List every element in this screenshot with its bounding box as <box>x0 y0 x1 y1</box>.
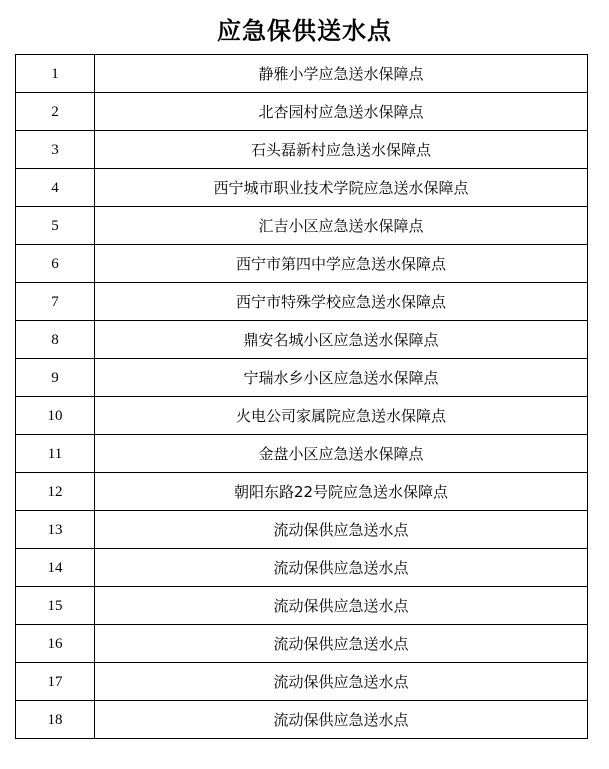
water-point-name: 金盘小区应急送水保障点 <box>95 435 588 473</box>
row-number: 11 <box>16 435 95 473</box>
water-point-name: 鼎安名城小区应急送水保障点 <box>95 321 588 359</box>
table-row <box>16 93 588 131</box>
water-point-name: 静雅小学应急送水保障点 <box>95 55 588 93</box>
row-number: 9 <box>16 359 95 397</box>
water-point-name: 流动保供应急送水点 <box>95 625 588 663</box>
page-title: 应急保供送水点 <box>217 17 392 45</box>
table-row <box>16 245 588 283</box>
water-point-name: 宁瑞水乡小区应急送水保障点 <box>95 359 588 397</box>
table-row <box>16 701 588 739</box>
water-point-name: 流动保供应急送水点 <box>95 663 588 701</box>
water-point-name: 朝阳东路22号院应急送水保障点 <box>95 473 588 511</box>
table-row <box>16 511 588 549</box>
row-number: 17 <box>16 663 95 701</box>
water-point-name: 流动保供应急送水点 <box>95 587 588 625</box>
water-point-name: 流动保供应急送水点 <box>95 701 588 739</box>
row-number: 3 <box>16 131 95 169</box>
table-row <box>16 587 588 625</box>
row-number: 4 <box>16 169 95 207</box>
row-number: 1 <box>16 55 95 93</box>
table-row <box>16 625 588 663</box>
table-row <box>16 359 588 397</box>
water-point-name: 流动保供应急送水点 <box>95 511 588 549</box>
table-row <box>16 663 588 701</box>
row-number: 2 <box>16 93 95 131</box>
row-number: 16 <box>16 625 95 663</box>
row-number: 6 <box>16 245 95 283</box>
water-point-name: 西宁市特殊学校应急送水保障点 <box>95 283 588 321</box>
table-row <box>16 207 588 245</box>
row-number: 18 <box>16 701 95 739</box>
water-point-name: 火电公司家属院应急送水保障点 <box>95 397 588 435</box>
row-number: 13 <box>16 511 95 549</box>
table-row <box>16 473 588 511</box>
water-point-name: 流动保供应急送水点 <box>95 549 588 587</box>
table-row <box>16 169 588 207</box>
table-row <box>16 283 588 321</box>
table-row <box>16 131 588 169</box>
water-point-name: 石头磊新村应急送水保障点 <box>95 131 588 169</box>
row-number: 7 <box>16 283 95 321</box>
table-row <box>16 397 588 435</box>
water-point-name: 北杏园村应急送水保障点 <box>95 93 588 131</box>
table-row <box>16 321 588 359</box>
row-number: 10 <box>16 397 95 435</box>
table-row <box>16 435 588 473</box>
table-body <box>16 55 588 739</box>
row-number: 8 <box>16 321 95 359</box>
table-row <box>16 549 588 587</box>
water-point-name: 汇吉小区应急送水保障点 <box>95 207 588 245</box>
water-point-name: 西宁市第四中学应急送水保障点 <box>95 245 588 283</box>
row-number: 15 <box>16 587 95 625</box>
row-number: 5 <box>16 207 95 245</box>
water-points-table <box>15 54 588 739</box>
table-row <box>16 55 588 93</box>
row-number: 12 <box>16 473 95 511</box>
row-number: 14 <box>16 549 95 587</box>
water-point-name: 西宁城市职业技术学院应急送水保障点 <box>95 169 588 207</box>
